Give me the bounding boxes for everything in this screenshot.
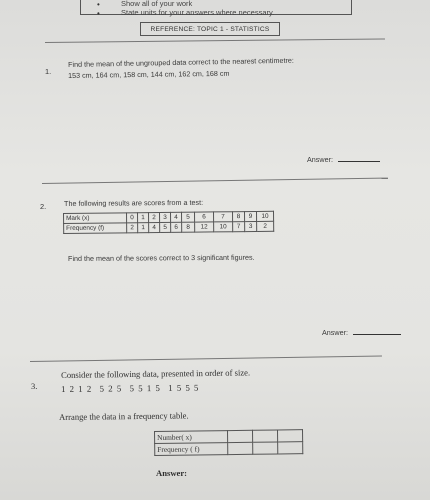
table-cell-blank[interactable] [228,442,253,454]
bullet-icon: • [97,0,100,9]
table-cell: 6 [171,222,182,232]
table-cell: 2 [127,223,138,233]
q1-data: 153 cm, 164 cm, 158 cm, 144 cm, 162 cm, 168 cm [68,68,230,80]
table-row [155,442,303,456]
table-cell: 3 [159,212,170,222]
q1-answer-line[interactable] [338,161,380,162]
q3-frequency-table[interactable] [154,429,303,456]
q2-answer-line[interactable] [353,334,401,335]
table-cell: 4 [170,212,181,222]
table-cell: 5 [160,222,171,232]
bullet-icon: • [97,9,100,18]
table-cell-blank[interactable] [277,430,302,442]
q1-answer-label: Answer: [307,155,333,164]
table-row [64,221,274,233]
table-header-cell: Frequency ( f) [155,443,228,456]
table-cell: 8 [182,222,195,232]
q1-number: 1. [45,67,52,76]
table-cell: 4 [149,222,160,232]
table-cell-blank[interactable] [228,430,253,442]
instruction-1: Show all of your work [121,0,193,8]
q2-answer [322,328,401,337]
table-cell: 9 [244,211,256,221]
q2-task: Find the mean of the scores correct to 3 significant figures. [68,252,255,263]
q3-number: 3. [31,381,38,391]
q2-answer-label: Answer: [322,328,348,337]
table-cell: 10 [256,211,273,221]
table-cell: 7 [233,222,245,232]
divider [42,178,388,184]
table-cell-blank[interactable] [278,442,303,454]
q2-number: 2. [40,202,47,211]
reference-text: REFERENCE: TOPIC 1 - STATISTICS [150,25,270,33]
q3-answer-label: Answer: [156,468,188,478]
instruction-2: State units for your answers where necessary. [121,8,275,17]
table-cell: 12 [195,222,214,232]
divider [45,38,385,43]
table-header-cell: Frequency (f) [64,223,127,234]
q2-intro: The following results are scores from a test: [64,197,204,208]
table-cell: 10 [214,222,233,232]
reference-box [140,22,280,36]
table-header-cell: Mark (x) [64,213,127,224]
q1-answer [307,155,380,164]
table-cell: 3 [245,221,257,231]
table-cell: 0 [127,213,138,223]
q2-score-table [63,211,274,234]
table-cell-blank[interactable] [253,442,278,454]
table-header-cell: Number( x) [155,431,228,444]
table-cell: 5 [181,212,194,222]
q3-task: Arrange the data in a frequency table. [59,410,189,422]
table-cell: 1 [138,223,149,233]
table-cell: 1 [138,213,149,223]
table-cell: 7 [213,212,232,222]
q3-data: 1 2 1 2 5 2 5 5 5 1 5 1 5 5 5 [61,382,199,394]
table-cell: 6 [194,212,213,222]
table-cell: 2 [149,212,160,222]
q3-text: Consider the following data, presented in order of size. [61,367,251,380]
divider [30,355,382,362]
table-cell: 8 [232,212,244,222]
q1-text: Find the mean of the ungrouped data correct to the nearest centimetre: [68,55,294,69]
table-cell: 2 [257,221,274,231]
table-cell-blank[interactable] [252,430,277,442]
